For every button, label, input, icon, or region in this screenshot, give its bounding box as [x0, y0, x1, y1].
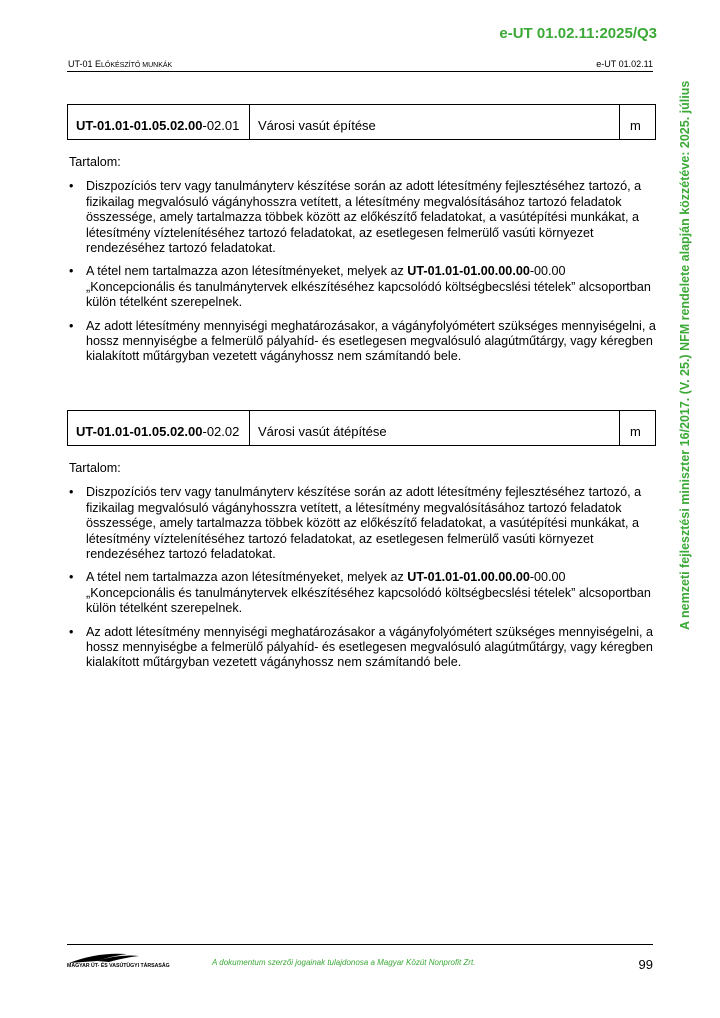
content-label-1: Tartalom:: [69, 155, 121, 169]
bullet-list-2: [67, 485, 657, 670]
item-content-2: [67, 461, 657, 679]
list-item: • A tétel nem tartalmazza azon létesítményeket, melyek az UT-01.01-01.00.00.00-00.00 „Koncepcionális és tanulmánytervek elkészítéséhez kapcsolódó költségbecslési tételek” alcsoportban külön tételként szerepelnek.: [67, 570, 657, 616]
bullet-list-1: [67, 179, 657, 364]
copyright-notice: A dokumentum szerzői jogainak tulajdonosa a Magyar Közút Nonprofit Zrt.: [212, 958, 476, 967]
list-item: • A tétel nem tartalmazza azon létesítményeket, melyek az UT-01.01-01.00.00.00-00.00 „Koncepcionális és tanulmánytervek elkészítéséhez kapcsolódó költségbecslési tételek” alcsoportban külön tételként szerepelnek.: [67, 264, 657, 310]
item-code-main-2: UT-01.01-01.05.02.00: [76, 424, 203, 439]
list-item: • Diszpozíciós terv vagy tanulmányterv készítése során az adott létesítmény fejlesztéséhez tartozó, a fizikailag megvalósuló vágányhosszra vetített, a létesítmény megvalósításához tartozó feladatok összessége, amely tartalmazza többek között az előkészítő feladatokat, a vasútépítési munkákat, a létesítmény víztelenítéséhez tartozó feladatokat, az esetlegesen felmerülő vasúti környezet rendezéséhez tartozó feladatokat.: [67, 485, 657, 562]
item-unit-1: m: [630, 118, 641, 133]
item-code-suffix-2: -02.02: [202, 424, 240, 439]
item-header-table-1: [67, 104, 656, 140]
side-note-text: A nemzeti fejlesztési miniszter 16/2017. (V. 25.) NFM rendelete alapján közzétéve: 2025. július: [678, 80, 692, 630]
header-divider: [67, 71, 653, 72]
header-document-id: e-UT 01.02.11: [596, 59, 653, 69]
document-code: e-UT 01.02.11:2025/Q3: [499, 25, 657, 42]
item-code-1: [68, 105, 250, 139]
item-title-1: Városi vasút építése: [250, 105, 620, 139]
side-publication-note: [676, 80, 694, 630]
list-item: • Az adott létesítmény mennyiségi meghatározásakor a vágányfolyómétert szükséges mennyiségelni, a hossz mennyiségbe a felmerülő pályahíd- és esetlegesen megvalósuló alagútműtárgy, vagy kéregben kialakított műtárgyban vezetett vágányhossz nem számítandó bele.: [67, 625, 657, 671]
item-title-2: Városi vasút átépítése: [250, 411, 620, 445]
organization-logo-text: MAGYAR ÚT- ÉS VASÚTÜGYI TÁRSASÁG: [67, 963, 170, 969]
header-section-smallcaps: LŐKÉSZÍTŐ MUNKÁK: [101, 62, 173, 69]
item-header-table-2: [67, 410, 656, 446]
list-item: • Az adott létesítmény mennyiségi meghatározásakor, a vágányfolyómétert szükséges mennyiségelni, a hossz mennyiségbe a felmerülő pályahíd- és esetlegesen megvalósuló alagútműtárgy, vagy kéregben kialakított műtárgyban vezetett vágányhossz nem számítandó bele.: [67, 319, 657, 365]
header-section-title: [68, 59, 172, 69]
page-number: 99: [638, 957, 653, 972]
footer-divider: [67, 944, 653, 945]
list-item: • Diszpozíciós terv vagy tanulmányterv készítése során az adott létesítmény fejlesztéséhez tartozó, a fizikailag megvalósuló vágányhosszra vetített, a létesítmény megvalósításához tartozó feladatok összessége, amely tartalmazza többek között az előkészítő feladatokat, a vasútépítési munkákat, a létesítmény víztelenítéséhez tartozó feladatokat, az esetlegesen felmerülő vasúti környezet rendezéséhez tartozó feladatokat.: [67, 179, 657, 256]
item-code-2: [68, 411, 250, 445]
item-code-main-1: UT-01.01-01.05.02.00: [76, 118, 203, 133]
header-section-prefix: UT-01 E: [68, 59, 102, 69]
item-unit-2: m: [630, 424, 641, 439]
item-code-suffix-1: -02.01: [202, 118, 240, 133]
item-content-1: [67, 155, 657, 373]
content-label-2: Tartalom:: [69, 461, 121, 475]
